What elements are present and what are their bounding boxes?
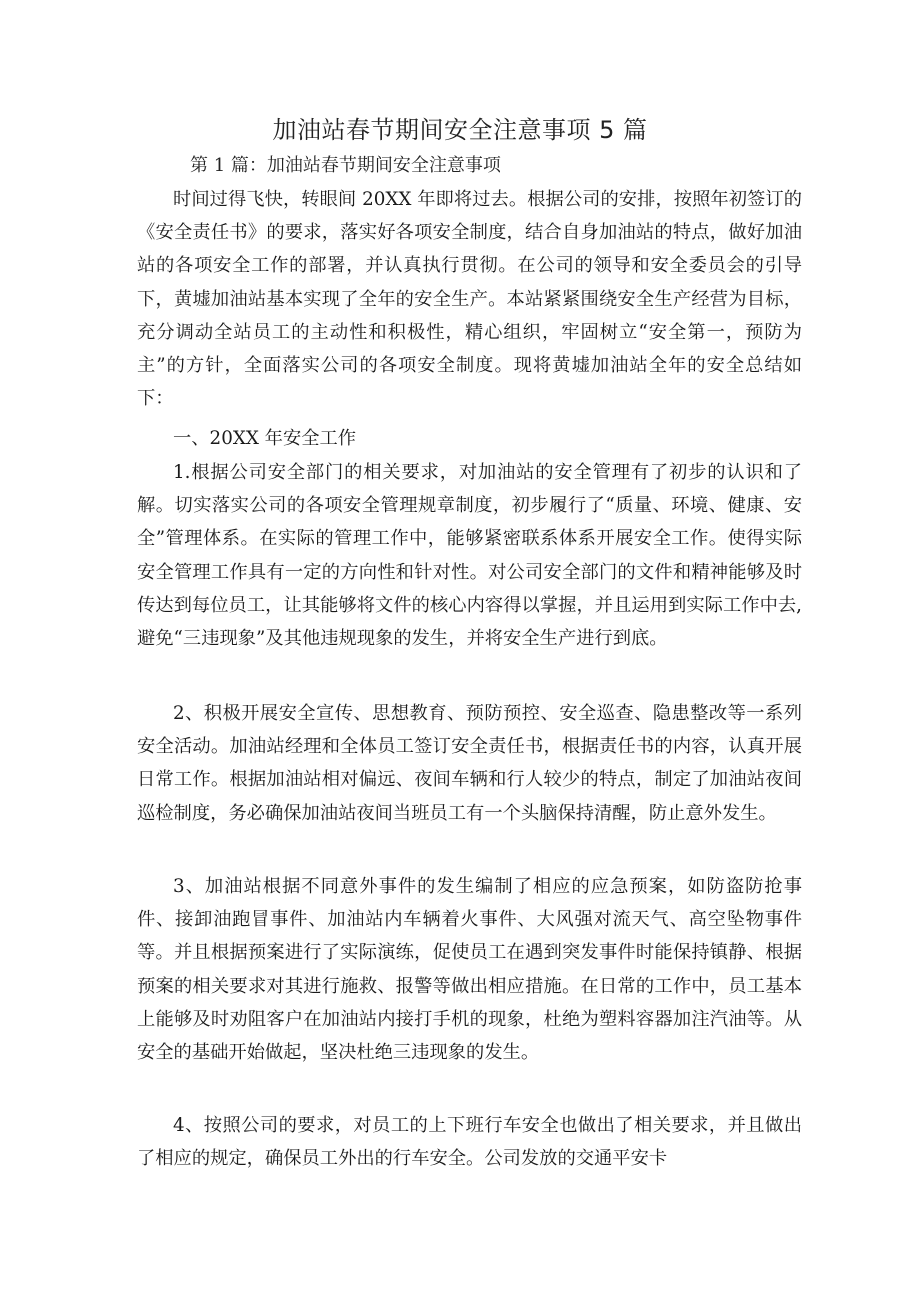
- document-title: 加油站春节期间安全注意事项 5 篇: [272, 116, 648, 144]
- paragraph-item-3: 3、加油站根据不同意外事件的发生编制了相应的应急预案，如防盗防抢事件、接卸油跑冒事件、加油站内车辆着火事件、大风强对流天气、高空坠物事件等。并且根据预案进行了实际演练，促使员工在遇到突发事件时能保持镇静、根据预案的相关要求对其进行施救、报警等做出相应措施。在日常的工作中，员工基本上能够及时劝阻客户在加油站内接打手机的现象，杜绝为塑料容器加注汽油等。从安全的基础开始做起，坚决杜绝三违现象的发生。: [137, 876, 802, 1064]
- paragraph-item-1: 1.根据公司安全部门的相关要求，对加油站的安全管理有了初步的认识和了解。切实落实公司的各项安全管理规章制度，初步履行了“质量、环境、健康、安全”管理体系。在实际的管理工作中，能够紧密联系体系开展安全工作。使得实际安全管理工作具有一定的方向性和针对性。对公司安全部门的文件和精神能够及时传达到每位员工，让其能够将文件的核心内容得以掌握，并且运用到实际工作中去,避免“三违现象”及其他违规现象的发生，并将安全生产进行到底。: [137, 462, 802, 650]
- paragraph-item-2: 2、积极开展安全宣传、思想教育、预防预控、安全巡查、隐患整改等一系列安全活动。加油站经理和全体员工签订安全责任书，根据责任书的内容，认真开展日常工作。根据加油站相对偏远、夜间车辆和行人较少的特点，制定了加油站夜间巡检制度，务必确保加油站夜间当班员工有一个头脑保持清醒，防止意外发生。: [137, 703, 802, 824]
- section-heading: 一、20XX 年安全工作: [173, 428, 357, 449]
- article-subtitle: 第 1 篇：加油站春节期间安全注意事项: [190, 155, 501, 176]
- paragraph-item-4: 4、按照公司的要求，对员工的上下班行车安全也做出了相关要求，并且做出了相应的规定，确保员工外出的行车安全。公司发放的交通平安卡: [137, 1115, 802, 1170]
- intro-paragraph: 时间过得飞快，转眼间 20XX 年即将过去。根据公司的安排，按照年初签订的《安全责任书》的要求，落实好各项安全制度，结合自身加油站的特点，做好加油站的各项安全工作的部署，并认真执行贯彻。在公司的领导和安全委员会的引导下，黄墟加油站基本实现了全年的安全生产。本站紧紧围绕安全生产经营为目标，充分调动全站员工的主动性和积极性，精心组织，牢固树立“安全第一，预防为主”的方针，全面落实公司的各项安全制度。现将黄墟加油站全年的安全总结如下：: [137, 189, 802, 410]
